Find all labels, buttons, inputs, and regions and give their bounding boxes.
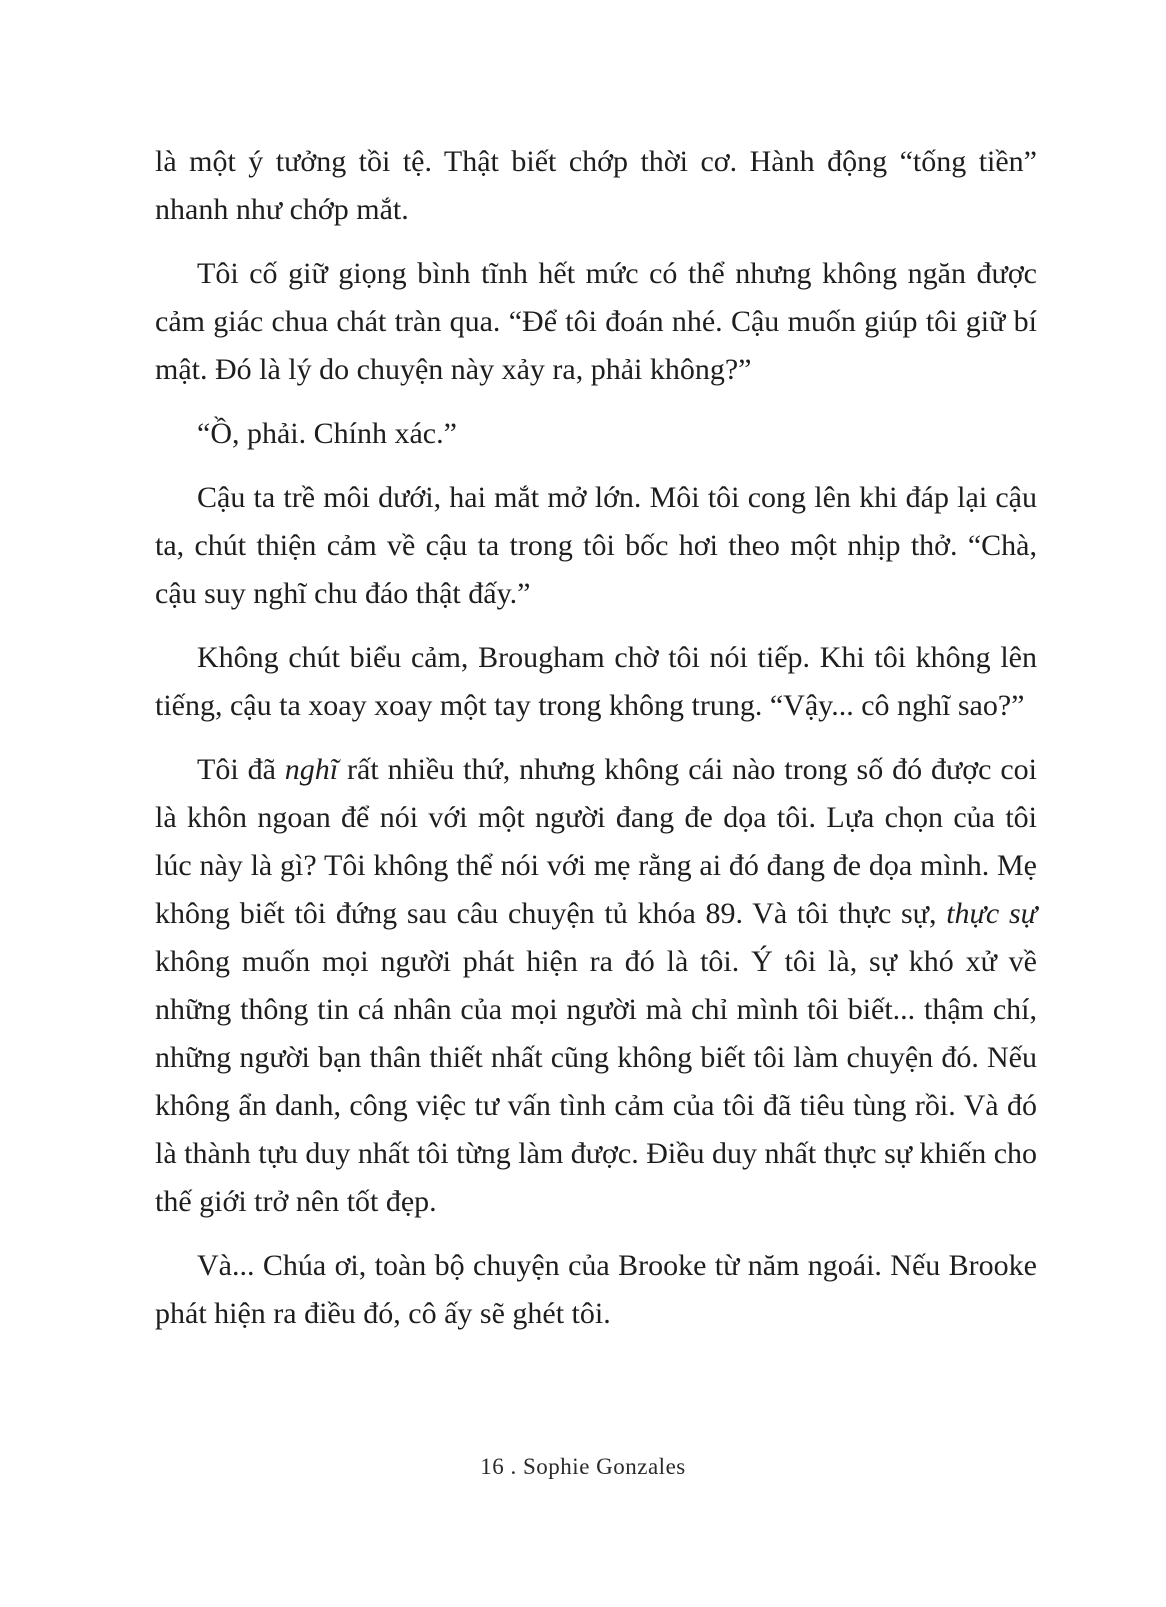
- italic-text-run: nghĩ: [284, 753, 339, 786]
- text-run: Tôi cố giữ giọng bình tĩnh hết mức có thể nhưng không ngăn được cảm giác chua chát tràn qua. “Để tôi đoán nhé. Cậu muốn giúp tôi giữ bí mật. Đó là lý do chuyện này xảy ra, phải không?”: [155, 257, 1037, 386]
- paragraph: [155, 474, 1037, 618]
- italic-text-run: thực sự: [946, 897, 1037, 930]
- footer-separator: .: [504, 1454, 524, 1479]
- text-run: Không chút biểu cảm, Brougham chờ tôi nói tiếp. Khi tôi không lên tiếng, cậu ta xoay xoay một tay trong không trung. “Vậy... cô nghĩ sao?”: [155, 641, 1037, 722]
- text-run: Và... Chúa ơi, toàn bộ chuyện của Brooke từ năm ngoái. Nếu Brooke phát hiện ra điều đó, cô ấy sẽ ghét tôi.: [155, 1249, 1037, 1330]
- author-name: Sophie Gonzales: [523, 1454, 686, 1479]
- paragraph: [155, 1242, 1037, 1338]
- page-footer: [0, 1452, 1166, 1482]
- paragraph: [155, 138, 1037, 234]
- text-run: không muốn mọi người phát hiện ra đó là tôi. Ý tôi là, sự khó xử về những thông tin cá nhân của mọi người mà chỉ mình tôi biết... thậm chí, những người bạn thân thiết nhất cũng không biết tôi làm chuyện đó. Nếu không ẩn danh, công việc tư vấn tình cảm của tôi đã tiêu tùng rồi. Và đó là thành tựu duy nhất tôi từng làm được. Điều duy nhất thực sự khiến cho thế giới trở nên tốt đẹp.: [155, 945, 1038, 1218]
- text-run: Tôi đã: [197, 753, 285, 786]
- paragraph: [155, 410, 1037, 458]
- paragraph: [155, 250, 1037, 394]
- paragraph: [155, 634, 1037, 730]
- text-run: “Ồ, phải. Chính xác.”: [197, 417, 457, 450]
- body-text: [155, 138, 1037, 1338]
- text-run: rất nhiều thứ, nhưng không cái nào trong số đó được coi là khôn ngoan để nói với một người đang đe dọa tôi. Lựa chọn của tôi lúc này là gì? Tôi không thể nói với mẹ rằng ai đó đang đe dọa mình. Mẹ không biết tôi đứng sau câu chuyện tủ khóa 89. Và tôi thực sự,: [155, 753, 1037, 930]
- page-number: 16: [480, 1454, 505, 1479]
- paragraph: [155, 746, 1037, 1226]
- text-run: là một ý tưởng tồi tệ. Thật biết chớp thời cơ. Hành động “tống tiền” nhanh như chớp mắt.: [155, 145, 1037, 226]
- text-run: Cậu ta trề môi dưới, hai mắt mở lớn. Môi tôi cong lên khi đáp lại cậu ta, chút thiện cảm về cậu ta trong tôi bốc hơi theo một nhịp thở. “Chà, cậu suy nghĩ chu đáo thật đấy.”: [155, 481, 1037, 610]
